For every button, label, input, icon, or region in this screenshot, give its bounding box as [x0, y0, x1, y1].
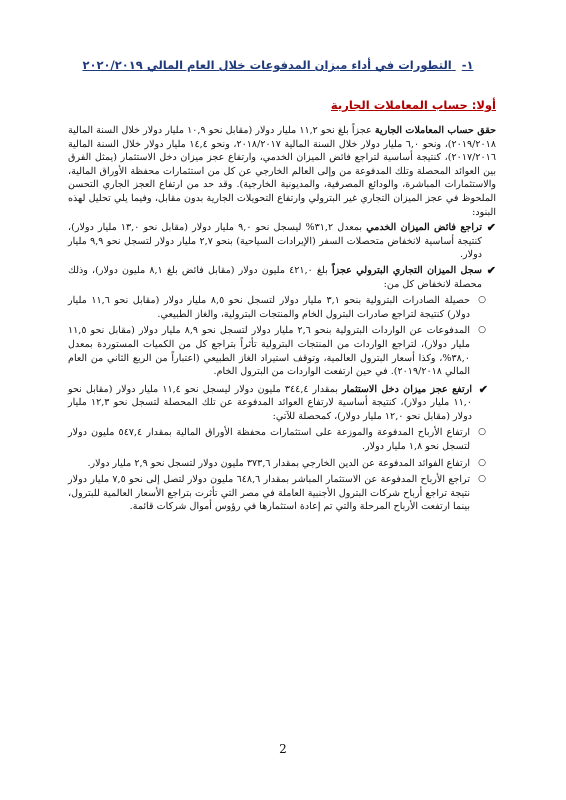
- sub-bullet-fdi-profits: [68, 473, 496, 514]
- circle-bullet-icon: ○: [478, 325, 486, 336]
- section-heading: [68, 58, 488, 72]
- intro-paragraph: [68, 124, 496, 219]
- circle-bullet-icon: ○: [478, 457, 486, 468]
- circle-bullet-icon: ○: [478, 474, 486, 485]
- sub-bullet-petroleum-exports: [68, 294, 496, 321]
- bullet-lead: سجل الميزان التجاري البترولي عجزاً: [332, 264, 483, 276]
- sub-bullet-text: ارتفاع الأرباح المدفوعة والموزعة على استثمارات محفظة الأوراق المالية بمقدار ٥٤٧,٤ مليون دولار لتسجل نحو ١,٨ مليار دولار.: [68, 427, 470, 453]
- intro-text: عجزاً بلغ نحو ١١,٢ مليار دولار (مقابل نحو ١٠,٩ مليار دولار خلال السنة المالية ٢٠١٩/٢٠١٨)، ونحو ٦,٠ مليار دولار خلال السنة المالية ٢٠١٨/٢٠١٧، ونحو ١٤,٤ مليار دولار خلال السنة المالية ٢٠١٧/٢٠١٦)، كنتيجة أساسية لتراجع فائض الميزان الخدمي، وارتفاع عجز ميزان دخل الاستثمار (يمثل الفرق بين العوائد المحصلة وتلك المدفوعة من وإلى العالم الخارجي عن كل من استثمارات محفظة الأوراق المالية، والاستثمارات المباشرة، والودائع المصرفية، والمديونية الخارجية). وقد حد من ارتفاع العجز الجاري التحسن الملحوظ في عجز الميزان التجاري غير البترولي وارتفاع التحويلات الجارية بدون مقابل، وفيما يلي تحليل لهذه البنود:: [68, 125, 496, 218]
- sub-bullet-external-debt-interest: [68, 457, 496, 471]
- checkmark-icon: ✔: [486, 263, 496, 277]
- sub-bullet-petroleum-imports: [68, 324, 496, 378]
- sub-bullet-text: المدفوعات عن الواردات البترولية بنحو ٢,٦ مليار دولار لتسجل نحو ٨,٩ مليار دولار (مقابل نحو ١١,٥ مليار دولار)، لتراجع الواردات من المنتجات البترولية تأثراً بتراجع كل من الكميات المستوردة بمعدل ٣٨,٠%، وكذا أسعار البترول العالمية، وتوقف استيراد الغاز الطبيعي (اعتباراً من الربع الثاني من العام المالي ٢٠١٩/٢٠١٨). في حين ارتفعت الواردات من البترول الخام.: [68, 325, 470, 378]
- checkmark-icon: ✔: [486, 221, 496, 235]
- bullet-services-balance: [68, 221, 496, 262]
- circle-bullet-icon: ○: [478, 427, 486, 438]
- bullet-text: بمقدار ٣٤٤,٤ مليون دولار ليسجل نحو ١١,٤ مليار دولار (مقابل نحو ١١,٠ مليار دولار)، كنتيجة أساسية لارتفاع العوائد المدفوعة عن تلك المحصلة لتسجل نحو ١٢,٣ مليار دولار (مقابل نحو ١٢,٠ مليار دولار)، كمحصلة للآتي:: [68, 383, 472, 422]
- sub-bullet-text: ارتفاع الفوائد المدفوعة عن الدين الخارجي بمقدار ٣٧٣,٦ مليون دولار لتسجل نحو ٢,٩ مليار دولار.: [87, 457, 470, 469]
- section-title: التطورات في أداء ميزان المدفوعات خلال العام المالي ٢٠٢٠/٢٠١٩: [82, 58, 452, 72]
- document-body: [68, 124, 496, 514]
- page-number: 2: [279, 742, 287, 756]
- bullet-lead: ارتفع عجز ميزان دخل الاستثمار: [342, 383, 472, 395]
- bullet-investment-income: [68, 383, 496, 424]
- intro-lead: حقق حساب المعاملات الجارية: [374, 125, 497, 136]
- sub-bullet-portfolio-dividends: [68, 426, 496, 453]
- circle-bullet-icon: ○: [478, 295, 486, 306]
- bullet-text: بمعدل ٣١,٢% ليسجل نحو ٩,٠ مليار دولار (مقابل نحو ١٣,٠ مليار دولار)، كنتيجة أساسية لانخفاض متحصلات السفر (الإيرادات السياحية) بنحو ٢,٧ مليار دولار لتسجل نحو ٩,٩ مليار دولار.: [68, 222, 482, 261]
- bullet-petroleum-trade: [68, 264, 496, 291]
- sub-bullet-text: حصيلة الصادرات البترولية بنحو ٣,١ مليار دولار لتسجل نحو ٨,٥ مليار دولار (مقابل نحو ١١,٦ مليار دولار) كنتيجة لتراجع صادرات البترول الخام والمنتجات البترولية، والغاز الطبيعي.: [68, 295, 470, 320]
- section-number: ١-: [461, 58, 474, 72]
- subsection-heading: أولا: حساب المعاملات الجارية: [330, 98, 496, 112]
- checkmark-icon: ✔: [478, 382, 488, 396]
- bullet-lead: تراجع فائض الميزان الخدمي: [366, 222, 483, 234]
- bullet-text: بلغ ٤٢١,٠ مليون دولار (مقابل فائض بلغ ٨,١ مليون دولار)، وذلك محصلة لانخفاض كل من:: [68, 264, 482, 290]
- sub-bullet-text: تراجع الأرباح المدفوعة عن الاستثمار المباشر بمقدار ٦٤٨,٦ مليون دولار لتصل إلى نحو ٧,٥ مليار دولار نتيجة تراجع أرباح شركات البترول الأجنبية العاملة في مصر التي تأثرت بتراجع الأسعار العالمية للبترول، بينما ارتفعت الأرباح المرحلة والتي تم إعادة استثمارها في رؤوس أموال شركات قائمة.: [68, 474, 471, 513]
